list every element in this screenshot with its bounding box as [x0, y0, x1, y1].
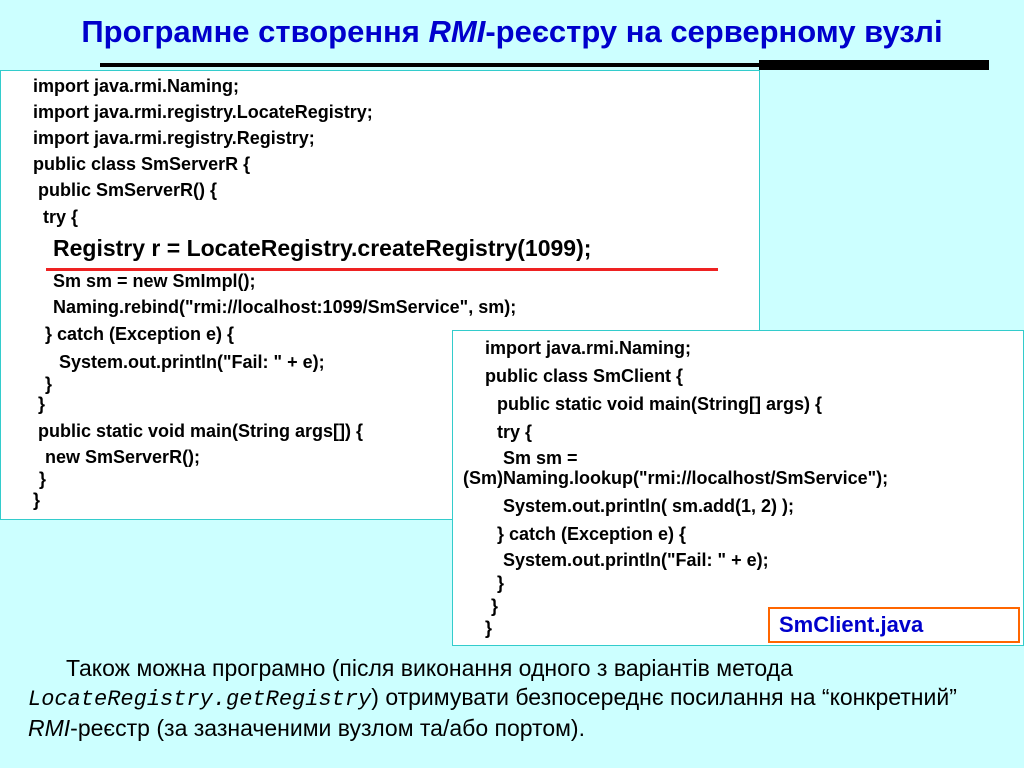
client-code-line: (Sm)Naming.lookup("rmi://localhost/SmService");	[463, 468, 889, 488]
client-code-line: System.out.println("Fail: " + e);	[503, 550, 769, 570]
server-code-line-highlighted: Registry r = LocateRegistry.createRegistry(1099);	[53, 235, 592, 261]
server-code-line: import java.rmi.registry.Registry;	[33, 128, 315, 148]
paragraph-emphasis: RMI	[28, 715, 71, 741]
title-text-before: Програмне створення	[81, 14, 429, 49]
title-text-emphasis: RMI	[428, 14, 486, 49]
server-code-line: import java.rmi.registry.LocateRegistry;	[33, 102, 373, 122]
server-code-line: public class SmServerR {	[33, 154, 251, 174]
client-code-box	[452, 330, 1024, 646]
server-code-line: public static void main(String args[]) {	[38, 421, 364, 441]
client-code-line: public class SmClient {	[485, 366, 684, 386]
server-code-line: try {	[33, 207, 79, 227]
client-code-line: public static void main(String[] args) {	[497, 394, 823, 414]
paragraph-text-2: ) отримувати безпосереднє посилання на “конкретний”	[371, 684, 957, 710]
server-code-line: }	[38, 394, 46, 414]
server-code-line: Naming.rebind("rmi://localhost:1099/SmService", sm);	[53, 297, 517, 317]
paragraph-text-1: Також можна програмно (після виконання одного з варіантів метода	[66, 655, 793, 681]
client-code-line: } catch (Exception e) {	[497, 524, 687, 544]
server-code-line: import java.rmi.Naming;	[33, 76, 240, 96]
client-code-line: }	[497, 573, 505, 593]
client-code-line: System.out.println( sm.add(1, 2) );	[503, 496, 795, 516]
title-underline	[100, 63, 989, 67]
client-code-line: }	[491, 596, 499, 616]
paragraph-text-3: -реєстр (за зазначеними вузлом та/або портом).	[70, 715, 585, 741]
server-code-line: System.out.println("Fail: " + e);	[59, 352, 325, 372]
server-code-line: }	[39, 469, 47, 489]
paragraph-code: LocateRegistry.getRegistry	[28, 687, 372, 712]
server-code-line: }	[45, 374, 53, 394]
server-code-line: }	[33, 490, 41, 510]
client-code-line: try {	[497, 422, 533, 442]
server-code-line: } catch (Exception e) {	[45, 324, 235, 344]
server-code-line: new SmServerR();	[45, 447, 201, 467]
client-code-line: Sm sm =	[503, 448, 578, 468]
title-underline-thick	[759, 60, 989, 70]
client-code-line: }	[485, 618, 493, 638]
client-code-line: import java.rmi.Naming;	[485, 338, 692, 358]
server-code-line: public SmServerR() {	[33, 180, 218, 200]
description-paragraph	[28, 654, 998, 743]
server-code-line: Sm sm = new SmImpl();	[53, 271, 256, 291]
client-file-label: SmClient.java	[768, 607, 1020, 643]
title-text-after: -реєстру на серверному вузлі	[485, 14, 943, 49]
slide-title	[0, 14, 1024, 50]
